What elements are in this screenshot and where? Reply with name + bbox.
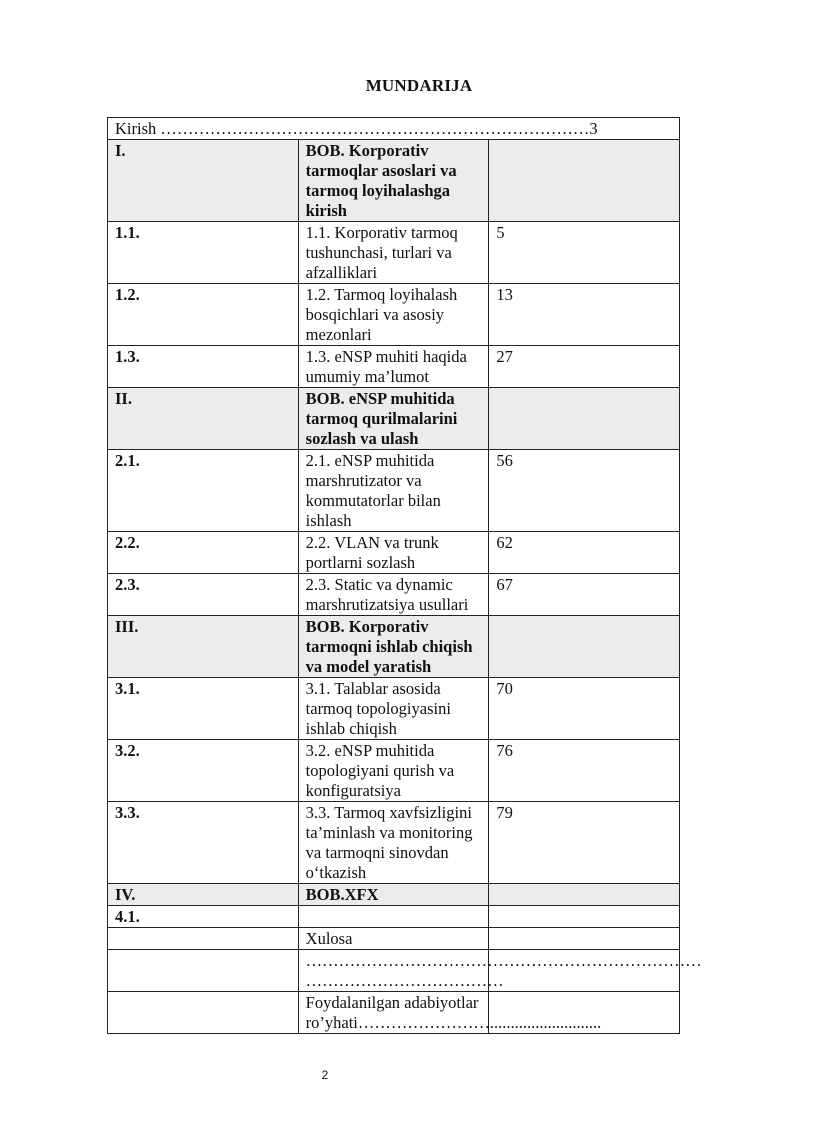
section-title: 2.1. eNSP muhitida marshrutizator va kommutatorlar bilan ishlash [298, 450, 489, 532]
chapter-row [108, 388, 680, 450]
references-row [108, 992, 680, 1034]
section-number: 3.2. [108, 740, 299, 802]
conclusion-title: Xulosa [298, 928, 489, 950]
section-title: 3.3. Tarmoq xavfsizligini ta’minlash va monitoring va tarmoqni sinovdan o‘tkazish [298, 802, 489, 884]
section-page: 70 [489, 678, 680, 740]
section-page [489, 906, 680, 928]
references-number-cell [108, 992, 299, 1034]
section-title: 1.1. Korporativ tarmoq tushunchasi, turlari va afzalliklari [298, 222, 489, 284]
section-number: 3.1. [108, 678, 299, 740]
page-title: MUNDARIJA [365, 76, 473, 95]
chapter-page [489, 140, 680, 222]
section-row [108, 346, 680, 388]
section-title: 2.2. VLAN va trunk portlarni sozlash [298, 532, 489, 574]
chapter-number: I. [108, 140, 299, 222]
intro-page: 3 [589, 119, 598, 138]
chapter-row [108, 616, 680, 678]
conclusion-page-cell [489, 928, 680, 950]
chapter-page [489, 616, 680, 678]
section-title: 3.2. eNSP muhitida topologiyani qurish va konfiguratsiya [298, 740, 489, 802]
section-row [108, 740, 680, 802]
section-row [108, 532, 680, 574]
conclusion-dots-line-2: ……………………………… [305, 971, 504, 990]
section-title: 1.3. eNSP muhiti haqida umumiy ma’lumot [298, 346, 489, 388]
conclusion-dots-line-1: ……………………………………………………………… [305, 951, 702, 970]
section-page: 27 [489, 346, 680, 388]
section-page: 56 [489, 450, 680, 532]
section-title: 2.3. Static va dynamic marshrutizatsiya usullari [298, 574, 489, 616]
section-title: 3.1. Talablar asosida tarmoq topologiyasini ishlab chiqish [298, 678, 489, 740]
section-row [108, 450, 680, 532]
section-number: 1.2. [108, 284, 299, 346]
section-page: 5 [489, 222, 680, 284]
chapter-number: II. [108, 388, 299, 450]
conclusion-dots [298, 950, 702, 992]
chapter-title: BOB.XFX [298, 884, 489, 906]
section-title [298, 906, 489, 928]
conclusion-dots-number-cell [108, 950, 299, 992]
conclusion-row [108, 928, 680, 950]
table-of-contents [107, 117, 702, 1034]
section-number: 1.3. [108, 346, 299, 388]
toc-intro-row [108, 118, 680, 140]
section-row [108, 906, 680, 928]
intro-dots: …………………………………………………………………… [160, 119, 590, 138]
section-number: 2.2. [108, 532, 299, 574]
section-row [108, 284, 680, 346]
intro-entry [108, 118, 680, 140]
section-number: 3.3. [108, 802, 299, 884]
chapter-number: III. [108, 616, 299, 678]
chapter-row [108, 884, 680, 906]
conclusion-dots-row [108, 950, 680, 992]
chapter-number: IV. [108, 884, 299, 906]
section-page: 76 [489, 740, 680, 802]
section-number: 1.1. [108, 222, 299, 284]
chapter-title: BOB. Korporativ tarmoqni ishlab chiqish va model yaratish [298, 616, 489, 678]
chapter-title: BOB. eNSP muhitida tarmoq qurilmalarini sozlash va ulash [298, 388, 489, 450]
references-line-1: Foydalanilgan adabiyotlar [305, 993, 479, 1012]
intro-label: Kirish [115, 119, 157, 138]
section-page: 79 [489, 802, 680, 884]
section-row [108, 222, 680, 284]
chapter-title: BOB. Korporativ tarmoqlar asoslari va tarmoq loyihalashga kirish [298, 140, 489, 222]
chapter-page [489, 884, 680, 906]
section-number: 2.3. [108, 574, 299, 616]
section-number: 2.1. [108, 450, 299, 532]
references-title [298, 992, 602, 1034]
section-row [108, 574, 680, 616]
conclusion-number-cell [108, 928, 299, 950]
references-line-2: ro’yhati……………………........................... [305, 1013, 602, 1032]
section-row [108, 802, 680, 884]
page-number: 2 [321, 1068, 329, 1082]
section-page: 13 [489, 284, 680, 346]
section-page: 62 [489, 532, 680, 574]
chapter-page [489, 388, 680, 450]
chapter-row [108, 140, 680, 222]
section-row [108, 678, 680, 740]
section-title: 1.2. Tarmoq loyihalash bosqichlari va asosiy mezonlari [298, 284, 489, 346]
section-page: 67 [489, 574, 680, 616]
section-number: 4.1. [108, 906, 299, 928]
